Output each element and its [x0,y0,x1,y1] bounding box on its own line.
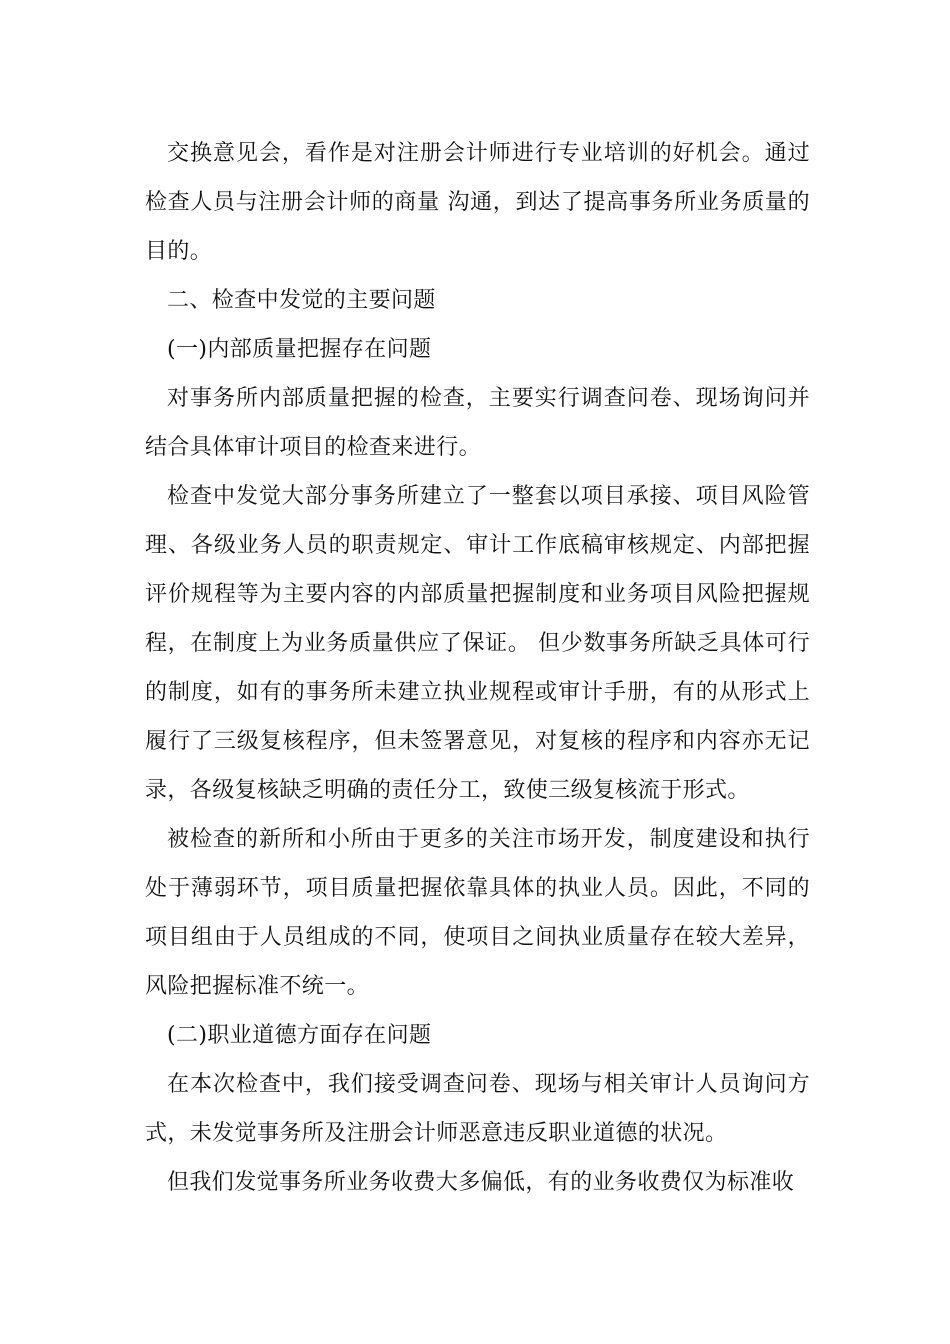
paragraph-inspection-findings: 检查中发觉大部分事务所建立了一整套以项目承接、项目风险管理、各级业务人员的职责规定、审计工作底稿审核规定、内部把握评价规程等为主要内容的内部质量把握制度和业务项目风险把握规程，在制度上为业务质量供应了保证。 但少数事务所缺乏具体可行的制度，如有的事务所未建立执业规程或审计手册，有的从形式上履行了三级复核程序，但未签署意见，对复核的程序和内容亦无记录，各级复核缺乏明确的责任分工，致使三级复核流于形式。 [145,484,810,803]
paragraph-internal-control-inspection: 对事务所内部质量把握的检查，主要实行调查问卷、现场询问并结合具体审计项目的检查来进行。 [145,386,810,460]
document-body [145,129,810,1207]
paragraph-low-fees: 但我们发觉事务所业务收费大多偏低，有的业务收费仅为标准收 [167,1170,795,1195]
paragraph-ethics-survey: 在本次检查中，我们接受调查问卷、现场与相关审计人员询问方式，未发觉事务所及注册会计师恶意违反职业道德的状况。 [145,1072,810,1146]
subheading-internal-quality-control: (一)内部质量把握存在问题 [167,337,432,362]
section-heading-main-problems: 二、检查中发觉的主要问题 [167,288,436,313]
subheading-professional-ethics: (二)职业道德方面存在问题 [167,1023,432,1048]
paragraph-exchange-opinions: 交换意见会，看作是对注册会计师进行专业培训的好机会。通过检查人员与注册会计师的商量 沟通，到达了提高事务所业务质量的目的。 [145,141,810,264]
paragraph-new-small-firms: 被检查的新所和小所由于更多的关注市场开发，制度建设和执行处于薄弱环节，项目质量把握依靠具体的执业人员。因此，不同的项目组由于人员组成的不同，使项目之间执业质量存在较大差异，风险把握标准不统一。 [145,827,810,999]
